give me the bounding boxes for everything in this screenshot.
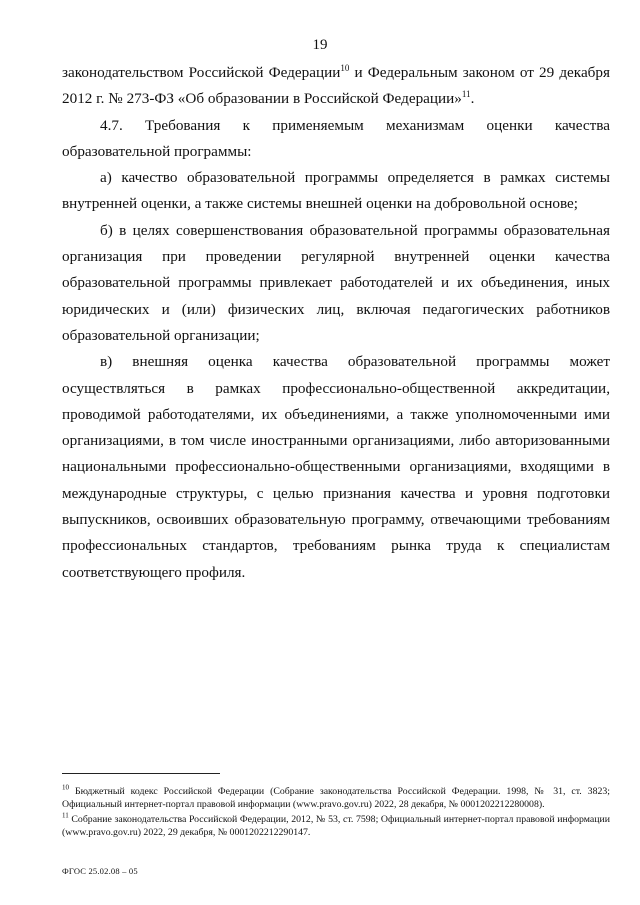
footnote-mark-11: 11 <box>62 811 69 820</box>
main-text <box>62 60 610 586</box>
continuation-text: законодательством Российской Федерации <box>62 64 341 81</box>
document-code: ФГОС 25.02.08 – 05 <box>62 866 138 876</box>
footnote-ref-10[interactable]: 10 <box>340 62 350 73</box>
footnote-10-text: Бюджетный кодекс Российской Федерации (Собрание законодательства Российской Федерации. 1998, № 31, ст. 3823; Официальный интернет-портал правовой информации (www.pravo.gov.ru) 2022, 28 декабря, № 0001202212280008). <box>62 786 610 810</box>
continuation-text-end: . <box>470 90 475 108</box>
item-b: б) в целях совершенствования образовательной программы образовательная организация при проведении регулярной внутренней оценки качества образовательной программы привлекает работодателей и их объединения, иных юридических и (или) физических лиц, включая педагогических работников образовательной организации; <box>62 221 610 344</box>
continuation-text-mid: и Федеральным законом от 29 декабря 2012 г. № 273-ФЗ «Об образовании в Российской Федерации» <box>62 64 610 108</box>
section-4-7-heading: 4.7. Требования к применяемым механизмам оценки качества образовательной программы: <box>62 116 610 160</box>
footnote-mark-10: 10 <box>62 783 69 792</box>
footnote-11 <box>62 813 610 839</box>
page-number: 19 <box>312 37 328 53</box>
footnote-11-text: Собрание законодательства Российской Федерации, 2012, № 53, ст. 7598; Официальный интернет-портал правовой информации (www.pravo.gov.ru) 2022, 29 декабря, № 0001202212290147. <box>62 814 610 838</box>
footnote-10 <box>62 785 610 811</box>
paragraph-continuation <box>62 60 610 113</box>
item-a: а) качество образовательной программы определяется в рамках системы внутренней оценки, а также системы внешней оценки на добровольной основе; <box>62 169 610 213</box>
item-c: в) внешняя оценка качества образовательной программы может осуществляться в рамках профессионально-общественной аккредитации, проводимой работодателями, их объединениями, а также уполномоченными ими организациями, в том числе иностранными организациями, либо авторизованными национальными профессионально-общественными организациями, входящими в международные структуры, с целью признания качества и уровня подготовки выпускников, освоивших образовательную программу, отвечающими требованиям профессиональных стандартов, требованиям рынка труда к специалистам соответствующего профиля. <box>62 353 610 581</box>
footnote-separator <box>62 773 220 774</box>
footnotes <box>62 785 610 841</box>
footnote-ref-11[interactable]: 11 <box>461 89 471 100</box>
